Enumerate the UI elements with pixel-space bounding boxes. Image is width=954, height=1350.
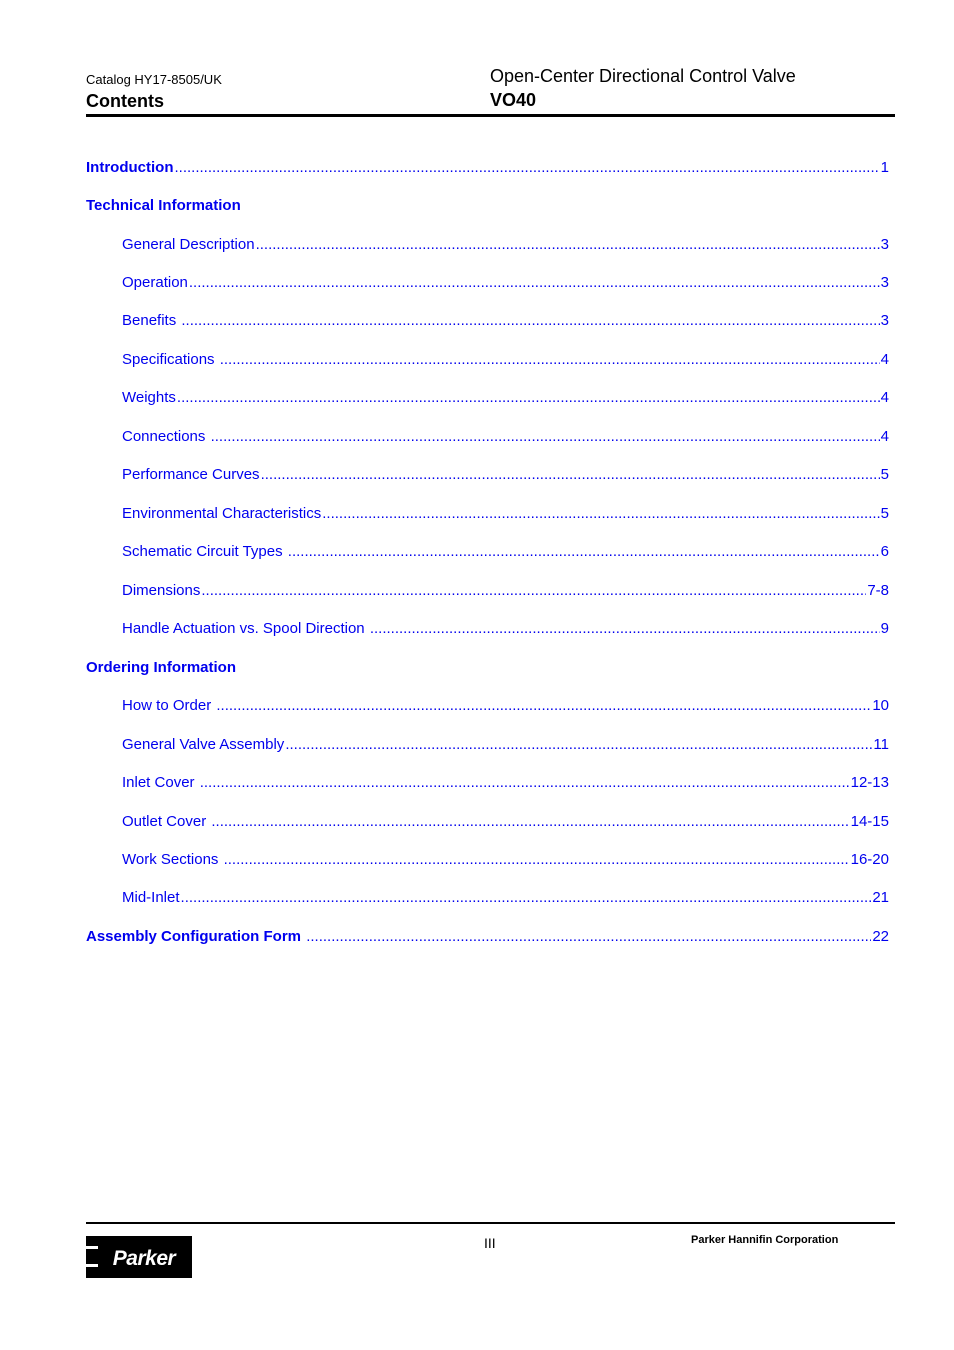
toc-label: Environmental Characteristics xyxy=(122,505,322,522)
dot-leader xyxy=(181,311,879,331)
catalog-number: Catalog HY17-8505/UK xyxy=(86,72,222,87)
product-code: VO40 xyxy=(490,90,537,110)
toc-page: 4 xyxy=(880,428,889,445)
section-title: Contents xyxy=(86,91,164,111)
toc-label: Weights xyxy=(122,389,176,406)
toc-page: 11 xyxy=(873,736,889,753)
toc-link-mid-inlet[interactable] xyxy=(122,888,889,908)
header-right xyxy=(490,65,796,111)
toc-link-handle-actuation[interactable] xyxy=(122,619,889,639)
dot-leader xyxy=(322,504,879,524)
dot-leader xyxy=(216,696,871,716)
dot-leader xyxy=(177,388,880,408)
toc-page: 21 xyxy=(872,889,889,906)
toc-label: Connections xyxy=(122,428,210,445)
header-rule xyxy=(86,114,895,117)
toc-label: Assembly Configuration Form xyxy=(86,928,306,945)
toc-page: 1 xyxy=(880,159,889,176)
toc-link-schematic-circuit-types[interactable] xyxy=(122,542,889,562)
toc-label: Work Sections xyxy=(122,851,223,868)
toc-page: 4 xyxy=(880,351,889,368)
toc-link-how-to-order[interactable] xyxy=(122,696,889,716)
toc-page: 9 xyxy=(880,620,889,637)
toc-link-outlet-cover[interactable] xyxy=(122,812,889,832)
toc-link-specifications[interactable] xyxy=(122,350,889,370)
dot-leader xyxy=(181,888,872,908)
toc-link-inlet-cover[interactable] xyxy=(122,773,889,793)
toc-page: 5 xyxy=(880,505,889,522)
dot-leader xyxy=(211,427,880,447)
toc-label: Performance Curves xyxy=(122,466,260,483)
footer-rule xyxy=(86,1222,895,1224)
dot-leader xyxy=(224,850,850,870)
toc-page: 14-15 xyxy=(850,813,889,830)
dot-leader xyxy=(261,465,880,485)
toc-link-work-sections[interactable] xyxy=(122,850,889,870)
toc-page: 3 xyxy=(880,274,889,291)
dot-leader xyxy=(220,350,880,370)
toc-label: Dimensions xyxy=(122,582,201,599)
product-title: Open-Center Directional Control Valve xyxy=(490,66,796,86)
toc-label: General Valve Assembly xyxy=(122,736,285,753)
toc-link-weights[interactable] xyxy=(122,388,889,408)
toc-page: 4 xyxy=(880,389,889,406)
toc-link-environmental-characteristics[interactable] xyxy=(122,504,889,524)
toc-heading-technical-information[interactable]: Technical Information xyxy=(86,197,241,214)
toc-link-introduction[interactable] xyxy=(86,158,889,178)
toc-label: Mid-Inlet xyxy=(122,889,180,906)
company-name: Parker Hannifin Corporation xyxy=(691,1234,839,1246)
toc-label: Outlet Cover xyxy=(122,813,211,830)
dot-leader xyxy=(201,581,866,601)
dot-leader xyxy=(285,735,872,755)
toc-page: 5 xyxy=(880,466,889,483)
toc-page: 3 xyxy=(880,312,889,329)
toc-link-operation[interactable] xyxy=(122,273,889,293)
toc-page: 22 xyxy=(872,928,889,945)
toc-link-general-valve-assembly[interactable] xyxy=(122,735,889,755)
dot-leader xyxy=(306,927,871,947)
toc-label: Operation xyxy=(122,274,188,291)
toc-link-performance-curves[interactable] xyxy=(122,465,889,485)
dot-leader xyxy=(370,619,880,639)
logo-text: Parker xyxy=(112,1247,176,1270)
toc-label: Handle Actuation vs. Spool Direction xyxy=(122,620,369,637)
dot-leader xyxy=(189,273,880,293)
dot-leader xyxy=(200,773,850,793)
toc-page: 3 xyxy=(880,236,889,253)
dot-leader xyxy=(211,812,849,832)
parker-logo xyxy=(86,1236,192,1278)
dot-leader xyxy=(288,542,880,562)
toc-heading-ordering-information[interactable]: Ordering Information xyxy=(86,659,236,676)
toc-label: Schematic Circuit Types xyxy=(122,543,287,560)
toc-link-dimensions[interactable] xyxy=(122,581,889,601)
toc-link-connections[interactable] xyxy=(122,427,889,447)
toc-label: How to Order xyxy=(122,697,216,714)
toc-label: Inlet Cover xyxy=(122,774,199,791)
toc-label: General Description xyxy=(122,236,255,253)
toc-page: 10 xyxy=(872,697,889,714)
toc-page: 16-20 xyxy=(850,851,889,868)
toc-label: Specifications xyxy=(122,351,219,368)
toc-page: 6 xyxy=(880,543,889,560)
dot-leader xyxy=(256,235,880,255)
toc-label: Introduction xyxy=(86,159,174,176)
toc-page: 7-8 xyxy=(867,582,889,599)
dot-leader xyxy=(174,158,879,178)
header-left xyxy=(86,72,222,112)
toc-page: 12-13 xyxy=(850,774,889,791)
toc-link-assembly-configuration-form[interactable] xyxy=(86,927,889,947)
toc-label: Benefits xyxy=(122,312,181,329)
page-number: III xyxy=(484,1235,496,1251)
toc-link-general-description[interactable] xyxy=(122,235,889,255)
toc-link-benefits[interactable] xyxy=(122,311,889,331)
